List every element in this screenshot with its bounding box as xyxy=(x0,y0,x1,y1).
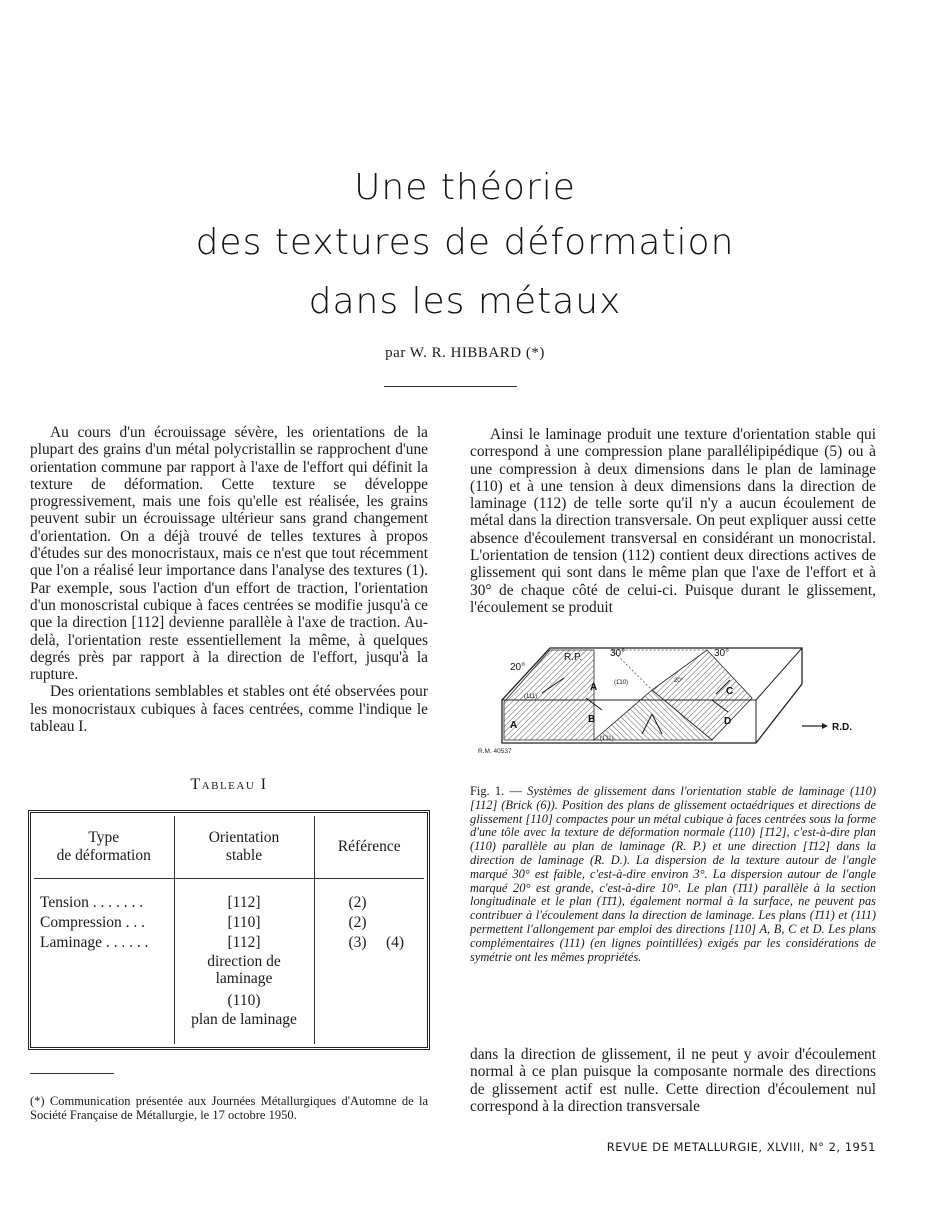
right-column-top xyxy=(470,426,876,616)
orientation-laminage-note: direction de laminage xyxy=(207,952,281,987)
title-divider xyxy=(384,386,517,387)
right-paragraph-2: dans la direction de glissement, il ne peut y avoir d'écoulement normal à ce plan puisque la composante normale des directions de glissement actif est nulle. Cette direction d'écoulement nul correspond à la direction transversale xyxy=(470,1046,876,1115)
header-type xyxy=(34,816,174,878)
orientation-compression: [110] xyxy=(227,913,261,931)
table-frame xyxy=(28,810,430,1050)
type-compression: Compression . . . xyxy=(40,913,146,931)
figure-ref-number: R.M. 40537 xyxy=(478,748,512,755)
header-orientation-line1: Orientation xyxy=(208,828,280,846)
orientation-laminage-plane-note: plan de laminage xyxy=(191,1010,297,1028)
footnote-divider xyxy=(30,1073,114,1074)
left-paragraph-1: Au cours d'un écrouissage sévère, les orientations de la plupart des grains d'un métal polycristallin se rapprochent d'une orientation commune par rapport à l'axe de l'effort qui définit la texture de déformation. Cette texture se développe progressivement, mais une fois qu'elle est réalisée, les grains peuvent subir un écrouissage ultérieur sans grand changement d'orientation. On a déjà trouvé de telles textures à propos d'études sur des monocristaux, mais ce n'est que tout récemment que l'on a réalisé leur importance dans l'analyse des textures (1). Par exemple, sous l'action d'un effort de traction, l'orientation d'un monoscristal cubique à faces centrées se modifie jusqu'à ce que la direction [112] devienne parallèle à l'axe de traction. Au-delà, l'orientation reste essentiellement la même, à quelques degrés près par rapport à la direction de l'effort, jusqu'à la rupture. xyxy=(30,424,428,684)
right-column-bottom xyxy=(470,1046,876,1115)
ref-laminage xyxy=(349,933,425,953)
label-angle-30-left: 30° xyxy=(610,648,626,659)
left-paragraph-2: Des orientations semblables et stables ont été observées pour les monocristaux cubiques à faces centrées, comme l'indique le tableau I. xyxy=(30,683,428,736)
author-byline: par W. R. HIBBARD (*) xyxy=(385,345,545,361)
label-c: C xyxy=(726,686,734,697)
orientation-laminage-plane: (110) xyxy=(227,991,261,1009)
ref-compression: (2) xyxy=(348,913,367,931)
label-rd: R.D. xyxy=(832,722,852,733)
label-plane-bottom: (1̄11) xyxy=(600,736,614,742)
figure-caption-number: Fig. 1. — xyxy=(470,784,528,798)
label-a-upper: A xyxy=(590,682,598,693)
ref-laminage-2: (4) xyxy=(385,933,405,951)
header-type-line1: Type xyxy=(88,828,120,846)
left-column xyxy=(30,424,428,735)
table-caption: Tableau I xyxy=(190,776,268,793)
journal-footer: REVUE DE METALLURGIE, XLVIII, N° 2, 1951 xyxy=(606,1140,876,1154)
table-body-row xyxy=(34,878,424,1044)
title-line-3: dans les métaux xyxy=(308,281,622,322)
label-plane-left: (111) xyxy=(524,694,538,700)
label-angle-20-small: 20° xyxy=(674,678,684,684)
type-tension: Tension . . . . . . . xyxy=(40,893,144,911)
figure-caption-text: Systèmes de glissement dans l'orientation stable de laminage (110) [112] (Brick (6)). Position des plans de glissement octaédriques et directions de glissement [110] compactes pour un métal cubique à faces centrées sous la forme d'une tôle avec la texture de déformation normale (110) [1̄12], c'est-à-dire plan (110) parallèle au plan de laminage (R. P.) et une direction [1̄12] dans la direction de laminage (R. D.). La dispersion de la texture autour de l'angle marqué 30° est faible, c'est-à-dire environ 3°. La dispersion autour de l'angle marqué 20° est grande, c'est-à-dire 10°. Le plan (1̄11) parallèle à la section longitudinale et le plan (1̄1̄1), également normal à la surface, ne peuvent pas contribuer à l'écoulement dans la direction de laminage. Les plans (1̄11) et (111) permettent l'allongement par emploi des directions [110] A, B, C et D. Les plans complémentaires (111) (en lignes pointillées) exigés par les considérations de symétrie ont les mêmes propriétés. xyxy=(470,784,876,964)
label-angle-20: 20° xyxy=(510,662,526,673)
data-table xyxy=(34,816,424,1044)
header-reference: Référence xyxy=(314,816,424,878)
ref-laminage-1: (3) xyxy=(348,933,367,951)
figure-caption xyxy=(470,785,876,964)
orientation-tension: [112] xyxy=(227,893,261,911)
title-line-1: Une théorie xyxy=(354,167,576,208)
type-cell xyxy=(34,878,174,1044)
label-a-lower: A xyxy=(510,720,518,731)
header-orientation-line2: stable xyxy=(225,846,263,864)
footnote: (*) Communication présentée aux Journées Métallurgiques d'Automne de la Société Française de Métallurgie, le 17 octobre 1950. xyxy=(30,1094,428,1122)
reference-cell xyxy=(314,878,424,1044)
orientation-cell xyxy=(174,878,314,1044)
label-angle-30-right: 30° xyxy=(714,648,730,659)
label-plane-mid: (1̄10) xyxy=(614,680,629,686)
ref-tension: (2) xyxy=(348,893,367,911)
table-header-row xyxy=(34,816,424,878)
label-rp: R.P. xyxy=(564,652,583,663)
label-d: D xyxy=(724,716,732,727)
header-orientation xyxy=(174,816,314,878)
figure-slip-systems xyxy=(502,638,852,746)
header-type-line2: de déformation xyxy=(56,846,151,864)
type-laminage: Laminage . . . . . . xyxy=(40,933,149,951)
label-b: B xyxy=(588,714,596,725)
orientation-laminage: [112] xyxy=(227,933,261,951)
right-paragraph-1: Ainsi le laminage produit une texture d'orientation stable qui correspond à une compression plane parallélipipédique (5) ou à une compression à deux dimensions dans le plan de laminage (110) et à une tension à deux dimensions dans la direction de laminage (112) de telle sorte qu'il n'y a aucun écoulement de métal dans la direction transversale. On peut expliquer aussi cette absence d'écoulement transversal en considérant un monocristal. L'orientation de tension (112) contient deux directions actives de glissement qui sont dans le même plan que l'axe de l'effort et à 30° de chaque côté de celui-ci. Puisque durant le glissement, l'écoulement se produit xyxy=(470,426,876,616)
title-line-2: des textures de déformation xyxy=(195,222,735,263)
